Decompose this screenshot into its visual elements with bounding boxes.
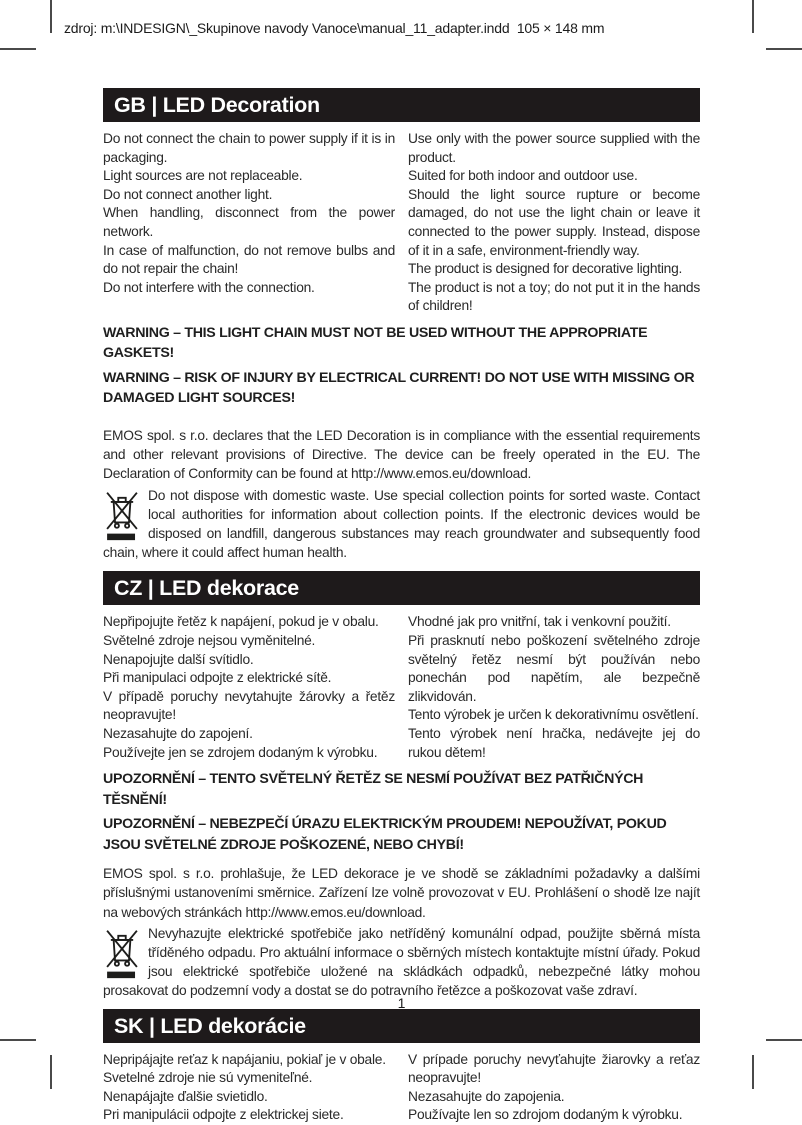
instruction-line: When handling, disconnect from the power network. bbox=[103, 205, 395, 239]
cz-weee-text: Nevyhazujte elektrické spotřebiče jako netříděný komunální odpad, použijte sběrná místa tříděného odpadu. Pro aktuální informace o sběrných místech kontaktujte místní úřady. Pokud jsou elektrické spotřebiče uložené na skládkách odpadků, nebezpečné látky mohou prosakovat do podzemní vody a dostat se do potravního řetězce a poškozovat vaše zdraví. bbox=[103, 925, 700, 999]
section-header-gb: GB | LED Decoration bbox=[103, 88, 700, 122]
crop-mark-top-right-vertical bbox=[752, 0, 754, 33]
warning-line: WARNING – RISK OF INJURY BY ELECTRICAL CURRENT! DO NOT USE WITH MISSING OR DAMAGED LIGHT SOURCES! bbox=[103, 369, 695, 407]
crop-mark-bottom-left-horizontal bbox=[0, 1039, 36, 1041]
manual-content bbox=[103, 88, 700, 1125]
gb-weee-paragraph bbox=[103, 486, 700, 563]
cz-warnings bbox=[103, 769, 700, 855]
sk-right-column bbox=[408, 1051, 700, 1125]
cz-weee-paragraph bbox=[103, 924, 700, 1001]
instruction-line: V případě poruchy nevytahujte žárovky a řetěz neopravujte! bbox=[103, 688, 395, 723]
instruction-line: Do not interfere with the connection. bbox=[103, 279, 315, 295]
crop-mark-top-left-horizontal bbox=[0, 48, 36, 50]
instruction-line: Tento výrobek je určen k dekorativnímu osvětlení. bbox=[408, 707, 699, 723]
warning-line: UPOZORNĚNÍ – NEBEZPEČÍ ÚRAZU ELEKTRICKÝM PROUDEM! NEPOUŽÍVAT, POKUD JSOU SVĚTELNÉ ZDROJE POŠKOZENÉ, NEBO CHYBÍ! bbox=[103, 816, 667, 853]
instruction-line: Do not connect the chain to power supply if it is in packaging. bbox=[103, 131, 395, 165]
section-sk bbox=[103, 1009, 700, 1125]
instruction-line: Nepripájajte reťaz k napájaniu, pokiaľ je v obale. bbox=[103, 1051, 386, 1067]
instruction-line: Při manipulaci odpojte z elektrické sítě. bbox=[103, 670, 332, 686]
instruction-line: Používejte jen se zdrojem dodaným k výrobku. bbox=[103, 744, 378, 760]
crop-mark-top-left-vertical bbox=[50, 0, 52, 33]
section-gb bbox=[103, 88, 700, 562]
instruction-line: Světelné zdroje nejsou vyměnitelné. bbox=[103, 632, 316, 648]
instruction-line: Use only with the power source supplied with the product. bbox=[408, 131, 700, 165]
crop-mark-bottom-right-horizontal bbox=[766, 1039, 802, 1041]
cz-declaration-paragraph: EMOS spol. s r.o. prohlašuje, že LED dekorace je ve shodě se základními požadavky a dalšími příslušnými ustanoveními směrnice. Zařízení lze volně provozovat v EU. Prohlášení o shodě lze najít na webových stránkách http://www.emos.eu/download. bbox=[103, 866, 700, 920]
gb-declaration-paragraph: EMOS spol. s r.o. declares that the LED Decoration is in compliance with the essential requirements and other relevant provisions of Directive. The device can be freely operated in the EU. The Declaration of Conformity can be found at http://www.emos.eu/download. bbox=[103, 427, 700, 482]
cz-instruction-columns bbox=[103, 613, 700, 762]
instruction-line: Suited for both indoor and outdoor use. bbox=[408, 168, 638, 184]
instruction-line: Light sources are not replaceable. bbox=[103, 168, 303, 184]
instruction-line: Používajte len so zdrojom dodaným k výrobku. bbox=[408, 1107, 683, 1123]
sk-left-column bbox=[103, 1051, 395, 1125]
instruction-line: Při prasknutí nebo poškození světelného zdroje světelný řetěz nesmí být používán nebo ponechán pod napětím, ale bezpečně zlikvidován. bbox=[408, 632, 700, 704]
warning-line: WARNING – THIS LIGHT CHAIN MUST NOT BE USED WITHOUT THE APPROPRIATE GASKETS! bbox=[103, 324, 648, 362]
instruction-line: Svetelné zdroje nie sú vymeniteľné. bbox=[103, 1070, 313, 1086]
section-header-sk: SK | LED dekorácie bbox=[103, 1009, 700, 1043]
instruction-line: Tento výrobek není hračka, nedávejte jej do rukou dětem! bbox=[408, 725, 700, 760]
instruction-line: Nenapájajte ďalšie svietidlo. bbox=[103, 1088, 268, 1104]
instruction-line: The product is designed for decorative lighting. bbox=[408, 261, 683, 277]
gb-instruction-columns bbox=[103, 130, 700, 316]
instruction-line: Nenapojujte další svítidlo. bbox=[103, 651, 254, 667]
instruction-line: Should the light source rupture or become damaged, do not use the light chain or leave it connected to the power supply. Instead, dispose of it in a safe, environment-friendly way. bbox=[408, 186, 700, 258]
page-number: 1 bbox=[397, 995, 406, 1011]
instruction-line: Nepřipojujte řetěz k napájení, pokud je v obalu. bbox=[103, 614, 379, 630]
weee-crossed-bin-icon bbox=[103, 926, 141, 980]
gb-left-column bbox=[103, 130, 395, 316]
gb-warnings bbox=[103, 323, 700, 409]
section-cz bbox=[103, 571, 700, 1000]
sk-instruction-columns bbox=[103, 1051, 700, 1125]
cz-right-column bbox=[408, 613, 700, 762]
instruction-line: The product is not a toy; do not put it in the hands of children! bbox=[408, 279, 700, 314]
warning-line: UPOZORNĚNÍ – TENTO SVĚTELNÝ ŘETĚZ SE NESMÍ POUŽÍVAT BEZ PATŘIČNÝCH TĚSNĚNÍ! bbox=[103, 771, 644, 808]
instruction-line: Do not connect another light. bbox=[103, 186, 273, 202]
instruction-line: V prípade poruchy nevyťahujte žiarovky a reťaz neopravujte! bbox=[408, 1051, 700, 1086]
instruction-line: Vhodné jak pro vnitřní, tak i venkovní použití. bbox=[408, 614, 671, 630]
section-header-cz: CZ | LED dekorace bbox=[103, 571, 700, 605]
weee-crossed-bin-icon bbox=[103, 488, 141, 542]
instruction-line: In case of malfunction, do not remove bulbs and do not repair the chain! bbox=[103, 242, 395, 277]
instruction-line: Nezasahujte do zapojenia. bbox=[408, 1088, 565, 1104]
crop-mark-top-right-horizontal bbox=[766, 48, 802, 50]
source-path-label: zdroj: m:\INDESIGN\_Skupinove navody Vanoce\manual_11_adapter.indd 105 × 148 mm bbox=[64, 20, 605, 36]
cz-left-column bbox=[103, 613, 395, 762]
instruction-line: Pri manipulácii odpojte z elektrickej siete. bbox=[103, 1107, 344, 1123]
instruction-line: Nezasahujte do zapojení. bbox=[103, 725, 253, 741]
gb-right-column bbox=[408, 130, 700, 316]
gb-weee-text: Do not dispose with domestic waste. Use special collection points for sorted waste. Contact local authorities for information about collection points. If the electronic devices would be disposed on landfill, dangerous substances may reach groundwater and subsequently food chain, where it could affect human health. bbox=[103, 487, 700, 561]
crop-mark-bottom-left-vertical bbox=[50, 1055, 52, 1089]
crop-mark-bottom-right-vertical bbox=[752, 1055, 754, 1089]
